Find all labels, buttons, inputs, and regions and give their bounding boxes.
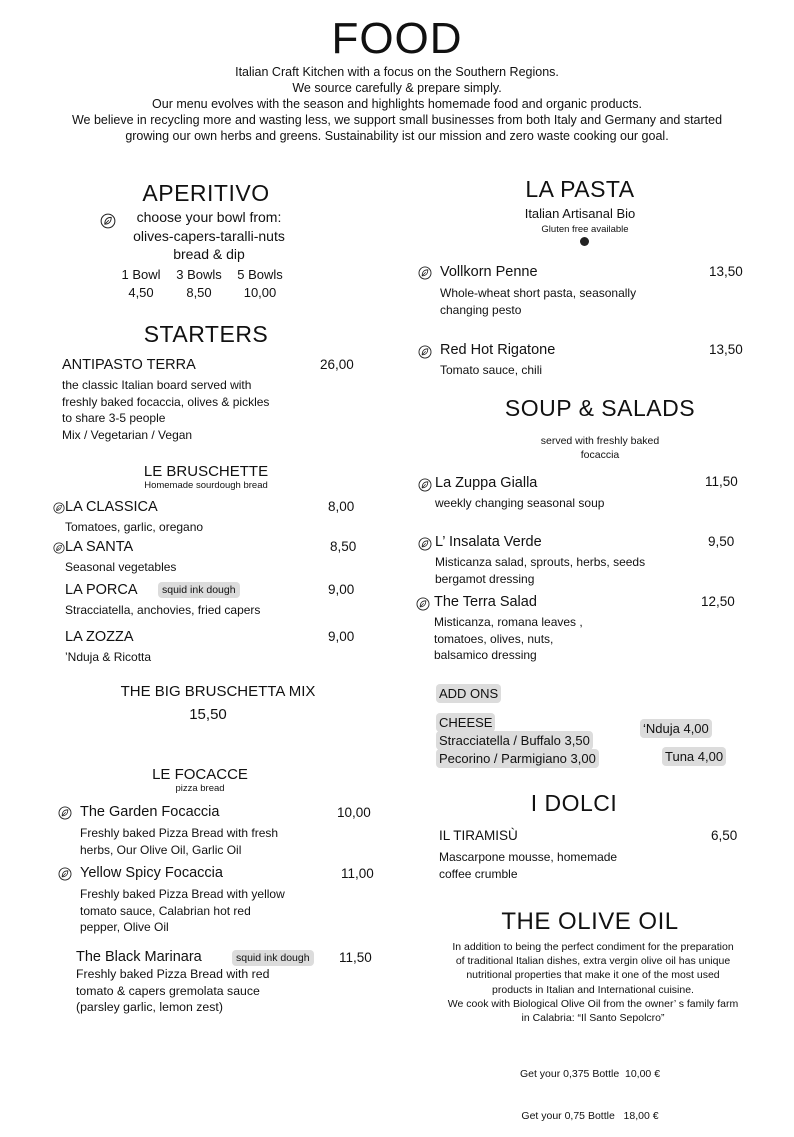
vegetarian-icon (53, 502, 65, 514)
size-label: 5 Bowls (237, 267, 283, 282)
focaccia-name: The Garden Focaccia (80, 804, 220, 820)
bruschette-heading: LE BRUSCHETTE (143, 463, 269, 480)
soup-price: 11,50 (705, 474, 738, 489)
bruschetta-description: Stracciatella, anchovies, fried capers (65, 603, 261, 617)
salad-description (434, 614, 583, 664)
bruschetta-description: Seasonal vegetables (65, 560, 177, 574)
olive-oil-heading: THE OLIVE OIL (501, 908, 679, 935)
pasta-price: 13,50 (709, 342, 743, 357)
antipasto-description (62, 377, 269, 443)
bruschetta-name: LA CLASSICA (65, 499, 158, 515)
size-price: 10,00 (243, 285, 277, 300)
page-title: FOOD (331, 14, 463, 63)
desc-line: tomato & capers gremolata sauce (76, 983, 260, 998)
bruschetta-price: 9,00 (328, 582, 355, 597)
salad-price: 12,50 (701, 594, 735, 609)
desc-line: Mascarpone mousse, homemade (439, 850, 618, 864)
aperitivo-line: bread & dip (173, 246, 245, 262)
size-price: 8,50 (186, 285, 212, 300)
note-line: focaccia (580, 449, 620, 461)
size-label: 3 Bowls (176, 267, 222, 282)
focaccia-description (80, 825, 278, 858)
desc-line: Misticanza, romana leaves , (434, 615, 583, 629)
soups-heading: SOUP & SALADS (504, 395, 696, 421)
squid-ink-badge: squid ink dough (232, 950, 314, 966)
salad-price: 9,50 (708, 534, 735, 549)
starters-heading: STARTERS (143, 321, 269, 347)
desc-line: bergamot dressing (435, 571, 535, 586)
bruschetta-price: 8,50 (330, 539, 357, 554)
bruschetta-price: 8,00 (328, 499, 355, 514)
size-label: 1 Bowl (121, 267, 161, 282)
addon-stracciatella: Stracciatella / Buffalo 3,50 (436, 731, 593, 750)
addon-pecorino: Pecorino / Parmigiano 3,00 (436, 749, 599, 768)
focacce-heading: LE FOCACCE (152, 766, 248, 783)
focacce-subtitle: pizza bread (175, 783, 225, 794)
vegetarian-icon (418, 537, 432, 551)
pasta-subtitle: Italian Artisanal Bio (524, 206, 636, 221)
intro-line: growing our own herbs and greens. Sustainability ist our mission and zero waste cooking our goal. (125, 129, 669, 143)
vegetarian-icon (58, 867, 72, 881)
focaccia-name: The Black Marinara (76, 949, 202, 965)
focaccia-price: 10,00 (337, 805, 371, 820)
bruschetta-description: ’Nduja & Ricotta (65, 650, 152, 664)
desc-line: Whole-wheat short pasta, seasonally (440, 286, 637, 300)
aperitivo-heading: APERITIVO (142, 180, 270, 206)
bruschetta-price: 9,00 (328, 629, 355, 644)
intro-text (40, 64, 754, 144)
desc-line: Freshly baked Pizza Bread with red (76, 967, 270, 981)
pasta-description (440, 285, 636, 318)
desc-line: changing pesto (440, 302, 522, 317)
addon-tuna: Tuna 4,00 (662, 747, 726, 766)
bottle-price: Get your 0,75 Bottle 18,00 € (521, 1110, 659, 1122)
desc-line: Freshly baked Pizza Bread with yellow (80, 887, 285, 901)
pasta-name: Vollkorn Penne (440, 264, 538, 280)
pasta-heading: LA PASTA (525, 176, 635, 202)
size-price: 4,50 (128, 285, 154, 300)
focaccia-description (80, 886, 285, 936)
addon-cheese-label: CHEESE (436, 713, 495, 732)
bruschetta-name: LA ZOZZA (65, 629, 134, 645)
desc-line: coffee crumble (439, 866, 518, 881)
olive-oil-prices (480, 1039, 700, 1137)
desc-line: Mix / Vegetarian / Vegan (62, 427, 193, 442)
salad-name: The Terra Salad (434, 594, 537, 610)
desc-line: the classic Italian board served with (62, 378, 252, 392)
soup-name: La Zuppa Gialla (435, 475, 538, 491)
pasta-price: 13,50 (709, 264, 743, 279)
aperitivo-line: olives-capers-taralli-nuts (133, 227, 285, 244)
desc-line: Freshly baked Pizza Bread with fresh (80, 826, 279, 840)
focaccia-price: 11,50 (339, 950, 372, 965)
desc-line: tomatoes, olives, nuts, (434, 631, 554, 646)
salad-description (435, 554, 645, 587)
olive-oil-description (420, 940, 766, 1025)
desc-line: (parsley garlic, lemon zest) (76, 1000, 223, 1014)
addons-heading: ADD ONS (436, 684, 501, 703)
note-line: served with freshly baked (540, 435, 660, 447)
oil-text-line: In addition to being the perfect condiment for the preparation (452, 941, 734, 953)
bruschetta-name: LA PORCA (65, 582, 138, 598)
vegetarian-icon (416, 597, 430, 611)
desc-line: tomato sauce, Calabrian hot red (80, 903, 251, 918)
antipasto-name: ANTIPASTO TERRA (62, 357, 196, 373)
dessert-price: 6,50 (711, 828, 738, 843)
vegetarian-icon (58, 806, 72, 820)
pasta-note: Gluten free available (541, 224, 629, 235)
oil-text-line: in Calabria: “Il Santo Sepolcro” (521, 1012, 665, 1025)
addon-nduja: ‘Nduja 4,00 (640, 719, 712, 738)
oil-text-line: products in Italian and International cuisine. (492, 983, 694, 996)
desc-line: to share 3-5 people (62, 411, 166, 425)
soups-note (500, 434, 700, 462)
vegetarian-icon (418, 345, 432, 359)
pasta-name: Red Hot Rigatone (440, 342, 556, 358)
desc-line: Misticanza salad, sprouts, herbs, seeds (435, 555, 646, 569)
focaccia-description (76, 966, 269, 1016)
salad-name: L’ Insalata Verde (435, 534, 542, 550)
bruschetta-mix-name: THE BIG BRUSCHETTA MIX (120, 683, 316, 700)
focaccia-price: 11,00 (341, 866, 374, 881)
aperitivo-size (170, 266, 228, 302)
oil-text-line: of traditional Italian dishes, extra vergin olive oil has unique (455, 955, 731, 968)
intro-line: Italian Craft Kitchen with a focus on the Southern Regions. (235, 65, 559, 79)
aperitivo-size (231, 266, 289, 302)
bottle-price: Get your 0,375 Bottle 10,00 € (519, 1068, 661, 1080)
dessert-name: IL TIRAMISÙ (439, 828, 518, 843)
desc-line: balsamico dressing (434, 648, 537, 662)
intro-line: Our menu evolves with the season and highlights homemade food and organic products. (152, 97, 642, 111)
vegetarian-icon (418, 266, 432, 280)
bruschetta-mix-price: 15,50 (189, 706, 227, 723)
intro-line: We believe in recycling more and wasting less, we support small businesses from both Italy and Germany and started (71, 113, 723, 127)
vegetarian-icon (53, 542, 65, 554)
oil-text-line: nutritional properties that make it one of the most used (466, 969, 720, 982)
antipasto-price: 26,00 (320, 357, 354, 372)
oil-text-line: We cook with Biological Olive Oil from the owner’ s family farm (447, 997, 739, 1010)
intro-line: We source carefully & prepare simply. (292, 81, 502, 95)
vegetarian-icon (418, 478, 432, 492)
bruschette-subtitle: Homemade sourdough bread (144, 480, 268, 491)
aperitivo-description (104, 208, 314, 264)
dessert-description (439, 849, 617, 882)
squid-ink-badge: squid ink dough (158, 582, 240, 598)
desc-line: pepper, Olive Oil (80, 920, 169, 934)
aperitivo-size (114, 266, 168, 302)
bruschetta-name: LA SANTA (65, 539, 134, 555)
focaccia-name: Yellow Spicy Focaccia (80, 865, 223, 881)
desc-line: herbs, Our Olive Oil, Garlic Oil (80, 842, 242, 857)
bruschetta-description: Tomatoes, garlic, oregano (65, 520, 204, 534)
aperitivo-line: choose your bowl from: (136, 209, 282, 225)
desc-line: freshly baked focaccia, olives & pickles (62, 394, 270, 409)
pasta-description: Tomato sauce, chili (440, 363, 543, 377)
dolci-heading: I DOLCI (530, 790, 618, 816)
soup-description: weekly changing seasonal soup (435, 496, 605, 510)
gluten-free-icon (580, 237, 589, 246)
